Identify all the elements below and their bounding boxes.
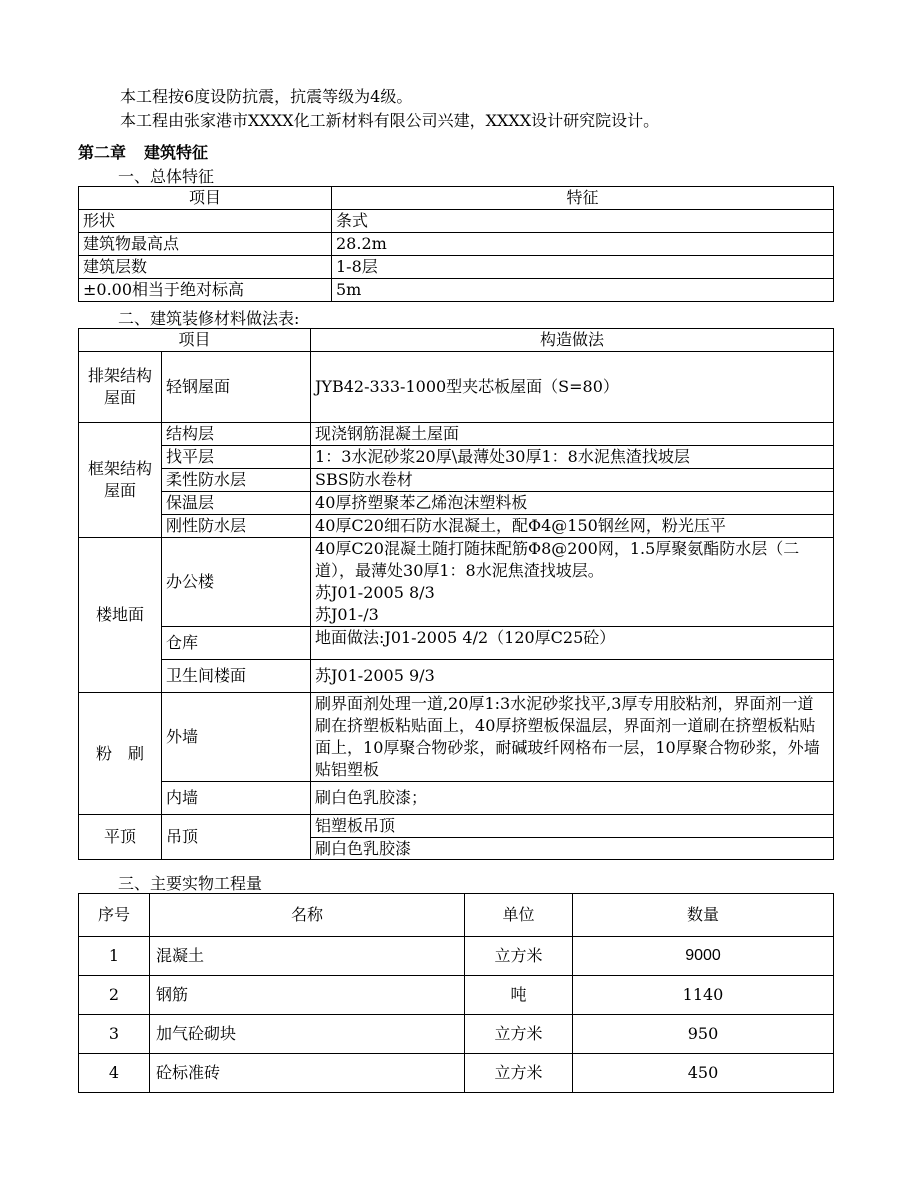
header-quantity: 数量 [573, 894, 834, 937]
group-name: 平顶 [79, 815, 162, 860]
row-item: 办公楼 [162, 538, 311, 627]
table-row [79, 492, 834, 515]
row-label: 形状 [79, 210, 332, 233]
row-item: 柔性防水层 [162, 469, 311, 492]
table-row [79, 423, 834, 446]
row-index: 3 [79, 1015, 150, 1054]
row-name: 混凝土 [150, 937, 465, 976]
table-row [79, 660, 834, 693]
row-unit: 吨 [465, 976, 573, 1015]
row-quantity: 950 [573, 1015, 834, 1054]
section3-title: 三、主要实物工程量 [118, 874, 263, 893]
section2-title: 二、建筑装修材料做法表: [118, 309, 300, 328]
row-name: 加气砼砌块 [150, 1015, 465, 1054]
table-header-row [79, 329, 834, 352]
row-index: 4 [79, 1054, 150, 1093]
row-item: 轻钢屋面 [162, 352, 311, 423]
row-item: 卫生间楼面 [162, 660, 311, 693]
header-name: 名称 [150, 894, 465, 937]
row-label: ±0.00相当于绝对标高 [79, 279, 332, 302]
row-method: 苏J01-2005 9/3 [311, 660, 834, 693]
table-row [79, 976, 834, 1015]
method-line: 苏J01-2005 8/3 [315, 583, 435, 602]
table-row [79, 1054, 834, 1093]
method-line: 铝塑板吊顶 [311, 815, 833, 838]
method-line: 40厚C20混凝土随打随抹配筋Φ8@200网，1.5厚聚氨酯防水层（二道），最薄处30厚1：8水泥焦渣找坡层。 [315, 539, 800, 580]
chapter-title: 建筑特征 [144, 143, 209, 162]
row-label: 建筑物最高点 [79, 233, 332, 256]
row-method: SBS防水卷材 [311, 469, 834, 492]
group-name: 楼地面 [79, 538, 162, 693]
intro-line-2: 本工程由张家港市XXXX化工新材料有限公司兴建，XXXX设计研究院设计。 [120, 111, 660, 130]
header-index: 序号 [79, 894, 150, 937]
row-item: 结构层 [162, 423, 311, 446]
row-method: 40厚C20细石防水混凝土，配Φ4@150钢丝网，粉光压平 [311, 515, 834, 538]
row-quantity: 450 [573, 1054, 834, 1093]
row-method: 地面做法:J01-2005 4/2（120厚C25砼） [311, 627, 834, 660]
row-item: 仓库 [162, 627, 311, 660]
header-method: 构造做法 [311, 329, 834, 352]
row-value: 5m [332, 279, 834, 302]
table-row [79, 1015, 834, 1054]
row-unit: 立方米 [465, 1015, 573, 1054]
row-method: 40厚挤塑聚苯乙烯泡沫塑料板 [311, 492, 834, 515]
table-row [79, 693, 834, 782]
row-value: 1-8层 [332, 256, 834, 279]
chapter-heading [78, 140, 226, 163]
row-value: 条式 [332, 210, 834, 233]
row-method [311, 815, 834, 860]
quantities-table [78, 893, 834, 1093]
table-row [79, 279, 834, 302]
row-method: 刷界面剂处理一道,20厚1:3水泥砂浆找平,3厚专用胶粘剂，界面剂一道刷在挤塑板粘贴面上，40厚挤塑板保温层，界面剂一道刷在挤塑板粘贴面上，10厚聚合物砂浆，耐碱玻纤网格布一层，10厚聚合物砂浆，外墙贴铝塑板 [311, 693, 834, 782]
row-name: 钢筋 [150, 976, 465, 1015]
row-value: 28.2m [332, 233, 834, 256]
header-item: 项目 [79, 187, 332, 210]
row-item: 找平层 [162, 446, 311, 469]
row-item: 吊顶 [162, 815, 311, 860]
group-name: 框架结构屋面 [79, 423, 162, 538]
table-row [79, 627, 834, 660]
group-name: 排架结构屋面 [79, 352, 162, 423]
header-feature: 特征 [332, 187, 834, 210]
row-name: 砼标准砖 [150, 1054, 465, 1093]
table-row [79, 937, 834, 976]
table-row [79, 538, 834, 627]
row-index: 1 [79, 937, 150, 976]
table-row [79, 233, 834, 256]
row-method: JYB42-333-1000型夹芯板屋面（S=80） [311, 352, 834, 423]
finishing-materials-table [78, 328, 834, 860]
row-item: 保温层 [162, 492, 311, 515]
row-label: 建筑层数 [79, 256, 332, 279]
row-method: 刷白色乳胶漆； [311, 782, 834, 815]
row-item: 内墙 [162, 782, 311, 815]
table-row [79, 446, 834, 469]
section1-title: 一、总体特征 [118, 167, 215, 186]
row-index: 2 [79, 976, 150, 1015]
table-row [79, 210, 834, 233]
table-row [79, 256, 834, 279]
row-method: 1：3水泥砂浆20厚\最薄处30厚1：8水泥焦渣找坡层 [311, 446, 834, 469]
row-unit: 立方米 [465, 937, 573, 976]
method-line: 刷白色乳胶漆 [315, 839, 412, 858]
header-unit: 单位 [465, 894, 573, 937]
method-line: 苏J01-/3 [315, 605, 379, 624]
overall-features-table [78, 186, 834, 302]
table-row [79, 515, 834, 538]
row-quantity: 1140 [573, 976, 834, 1015]
row-method [311, 538, 834, 627]
table-header-row [79, 894, 834, 937]
table-row [79, 469, 834, 492]
table-row [79, 352, 834, 423]
row-method: 现浇钢筋混凝土屋面 [311, 423, 834, 446]
intro-line-1: 本工程按6度设防抗震，抗震等级为4级。 [120, 87, 413, 106]
group-name: 粉 刷 [79, 693, 162, 815]
row-unit: 立方米 [465, 1054, 573, 1093]
row-quantity: 9000 [573, 937, 834, 976]
table-row [79, 815, 834, 860]
table-header-row [79, 187, 834, 210]
table-row [79, 782, 834, 815]
row-item: 外墙 [162, 693, 311, 782]
header-item: 项目 [79, 329, 311, 352]
chapter-number: 第二章 [78, 143, 127, 162]
row-item: 刚性防水层 [162, 515, 311, 538]
